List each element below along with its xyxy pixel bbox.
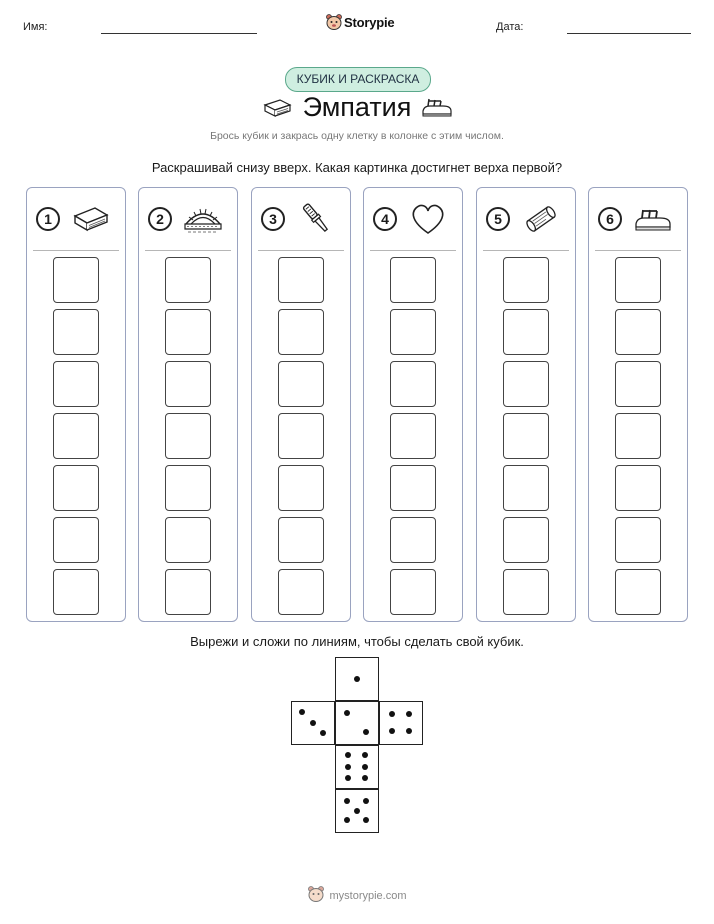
die-pip (299, 709, 305, 715)
column-number: 2 (148, 207, 172, 231)
color-cell[interactable] (503, 465, 549, 511)
color-cell[interactable] (278, 517, 324, 563)
stone-bridge-icon (183, 202, 223, 236)
color-cell[interactable] (53, 361, 99, 407)
color-cell[interactable] (615, 517, 661, 563)
color-cell[interactable] (615, 309, 661, 355)
column-5 (476, 187, 576, 622)
color-cell[interactable] (390, 413, 436, 459)
heart-icon (408, 202, 448, 236)
die-pip (345, 775, 351, 781)
column-divider (33, 250, 119, 251)
die-pip (389, 711, 395, 717)
sandal-title-icon (421, 96, 453, 118)
column-number: 1 (36, 207, 60, 231)
color-cell[interactable] (390, 569, 436, 615)
column-6 (588, 187, 688, 622)
color-cell[interactable] (53, 517, 99, 563)
column-number: 6 (598, 207, 622, 231)
color-cell[interactable] (615, 361, 661, 407)
die-pip (406, 728, 412, 734)
die-pip (363, 798, 369, 804)
date-label: Дата: (496, 21, 524, 33)
die-pip (363, 729, 369, 735)
sandal-icon (633, 202, 673, 236)
color-cell[interactable] (390, 257, 436, 303)
scroll-icon (521, 202, 561, 236)
color-cell[interactable] (503, 569, 549, 615)
color-cell[interactable] (165, 413, 211, 459)
footer-url: mystorypie.com (329, 890, 407, 902)
cube-instruction: Вырежи и сложи по линиям, чтобы сделать свой кубик. (190, 634, 524, 649)
color-cell[interactable] (278, 465, 324, 511)
die-pip (320, 730, 326, 736)
color-cell[interactable] (503, 257, 549, 303)
date-line[interactable] (567, 33, 691, 34)
color-cell[interactable] (278, 309, 324, 355)
subtitle: Брось кубик и закрась одну клетку в колонке с этим числом. (210, 130, 504, 142)
column-divider (370, 250, 456, 251)
die-face-5 (335, 789, 379, 833)
color-cell[interactable] (53, 309, 99, 355)
die-pip (344, 798, 350, 804)
color-cell[interactable] (278, 257, 324, 303)
color-cell[interactable] (503, 517, 549, 563)
color-cell[interactable] (165, 465, 211, 511)
column-number: 5 (486, 207, 510, 231)
color-cell[interactable] (278, 413, 324, 459)
die-face-4 (379, 701, 423, 745)
die-face-2 (335, 701, 379, 745)
column-3 (251, 187, 351, 622)
name-label: Имя: (23, 21, 48, 33)
color-cell[interactable] (390, 309, 436, 355)
color-cell[interactable] (278, 361, 324, 407)
color-cell[interactable] (503, 413, 549, 459)
die-pip (389, 728, 395, 734)
die-pip (345, 752, 351, 758)
book-icon (71, 202, 111, 236)
die-pip (354, 676, 360, 682)
die-pip (362, 775, 368, 781)
column-number: 4 (373, 207, 397, 231)
color-cell[interactable] (165, 361, 211, 407)
color-cell[interactable] (390, 465, 436, 511)
color-cell[interactable] (278, 569, 324, 615)
activity-badge: КУБИК И РАСКРАСКА (285, 67, 431, 92)
die-pip (362, 764, 368, 770)
color-cell[interactable] (390, 361, 436, 407)
die-face-6 (335, 745, 379, 789)
die-face-3 (291, 701, 335, 745)
color-cell[interactable] (53, 413, 99, 459)
die-pip (354, 808, 360, 814)
die-pip (344, 817, 350, 823)
die-pip (310, 720, 316, 726)
color-cell[interactable] (53, 569, 99, 615)
column-4 (363, 187, 463, 622)
die-pip (345, 764, 351, 770)
instruction: Раскрашивай снизу вверх. Какая картинка достигнет верха первой? (151, 160, 563, 175)
color-cell[interactable] (503, 309, 549, 355)
page-title: Эмпатия (302, 92, 412, 122)
die-pip (363, 817, 369, 823)
color-cell[interactable] (390, 517, 436, 563)
column-divider (483, 250, 569, 251)
die-pip (362, 752, 368, 758)
name-line[interactable] (101, 33, 257, 34)
column-divider (145, 250, 231, 251)
color-cell[interactable] (503, 361, 549, 407)
color-cell[interactable] (615, 465, 661, 511)
column-1 (26, 187, 126, 622)
color-cell[interactable] (615, 413, 661, 459)
die-pip (406, 711, 412, 717)
color-cell[interactable] (165, 309, 211, 355)
color-cell[interactable] (165, 517, 211, 563)
color-cell[interactable] (165, 257, 211, 303)
column-2 (138, 187, 238, 622)
column-divider (595, 250, 681, 251)
column-number: 3 (261, 207, 285, 231)
storypie-logo-icon (325, 13, 343, 31)
color-cell[interactable] (53, 465, 99, 511)
die-pip (344, 710, 350, 716)
die-face-1 (335, 657, 379, 701)
color-cell[interactable] (615, 569, 661, 615)
color-cell[interactable] (615, 257, 661, 303)
chisel-icon (296, 202, 336, 236)
color-cell[interactable] (165, 569, 211, 615)
brand-name: Storypie (344, 15, 395, 30)
color-cell[interactable] (53, 257, 99, 303)
column-divider (258, 250, 344, 251)
